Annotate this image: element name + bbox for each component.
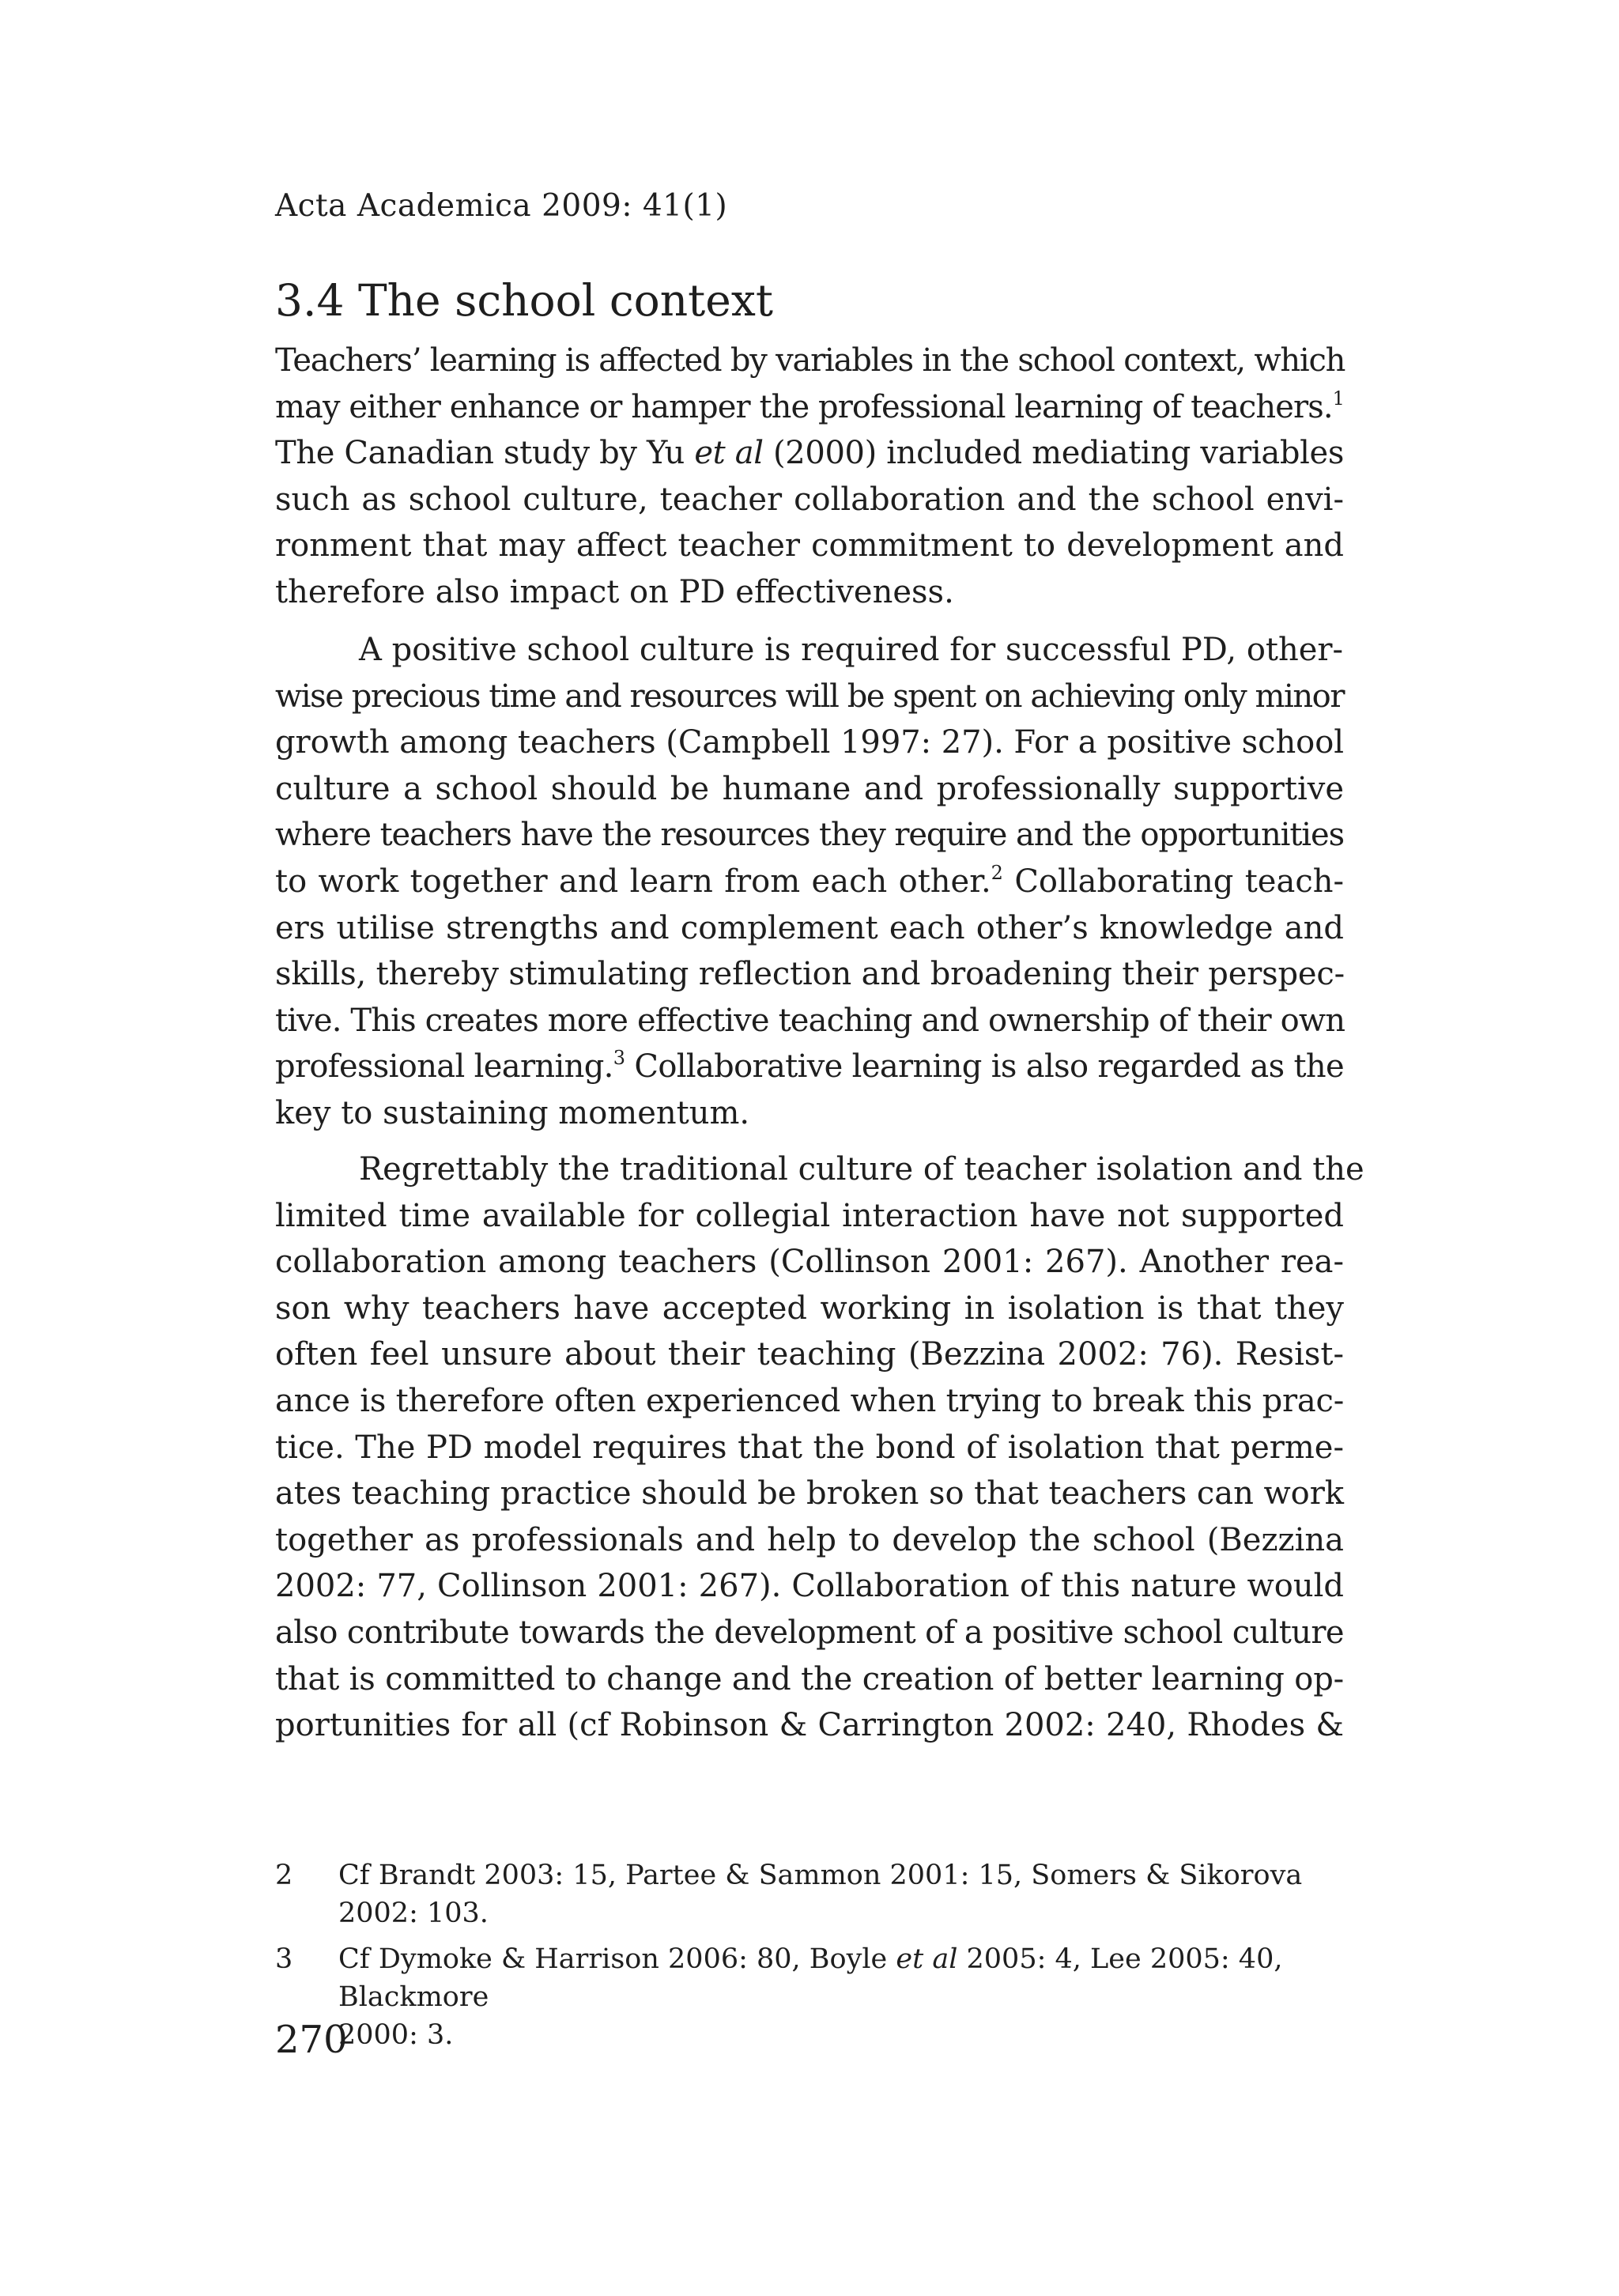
- text-line: may either enhance or hamper the professional learning of teachers.$^1$: [275, 387, 1344, 425]
- text-line: ronment that may affect teacher commitment to development and: [275, 527, 1344, 565]
- text-line: ates teaching practice should be broken so that teachers can work: [275, 1475, 1345, 1512]
- text-line: such as school culture, teacher collaboration and the school envi-: [275, 481, 1344, 518]
- section-title-separator: [344, 275, 357, 326]
- text-line: A positive school culture is required for successful PD, other-: [359, 632, 1344, 668]
- text-line: growth among teachers (Campbell 1997: 27). For a positive school: [275, 724, 1344, 761]
- footnote-text: Cf Dymoke & Harrison 2006: 80, Boyle et al 2005: 4, Lee 2005: 40, Blackmore: [338, 1943, 1283, 2013]
- text-line: ers utilise strengths and complement each other’s knowledge and: [275, 909, 1344, 946]
- text-line: son why teachers have accepted working in isolation is that they: [275, 1290, 1344, 1327]
- text-line: where teachers have the resources they require and the opportunities: [275, 817, 1344, 854]
- text-line: together as professionals and help to develop the school (Bezzina: [275, 1521, 1344, 1558]
- footnote-ref: 3: [613, 1047, 625, 1070]
- page-number: 270: [275, 2018, 348, 2062]
- text-line: collaboration among teachers (Collinson 2001: 267). Another rea-: [275, 1244, 1344, 1281]
- italic-et-al: et al: [694, 435, 764, 472]
- footnote-ref: 1: [1332, 387, 1344, 410]
- footnote-3: [275, 1940, 1344, 2054]
- footnote-number: 3: [275, 1943, 293, 1975]
- footnote-ref: 2: [991, 861, 1003, 884]
- text-line: skills, thereby stimulating reflection and broadening their perspec-: [275, 956, 1345, 993]
- italic-et-al: et al: [896, 1943, 958, 1975]
- text-line: limited time available for collegial interaction have not supported: [275, 1197, 1344, 1234]
- section-number: 3.4: [275, 275, 345, 326]
- text-line: professional learning.$^3$ Collaborative learning is also regarded as the: [275, 1047, 1344, 1086]
- text-line: 2002: 77, Collinson 2001: 267). Collaboration of this nature would: [275, 1568, 1344, 1605]
- footnotes: [275, 1856, 1344, 2062]
- footnote-2: [275, 1856, 1344, 1932]
- footnote-text: Cf Brandt 2003: 15, Partee & Sammon 2001: 15, Somers & Sikorova 2002: 103.: [338, 1860, 1303, 1929]
- paragraph-1: [275, 338, 1344, 616]
- section-heading: [275, 269, 773, 332]
- section-title: The school context: [357, 275, 773, 326]
- text-line: Teachers’ learning is affected by variables in the school context, which: [275, 342, 1345, 379]
- paragraph-2: [275, 627, 1344, 1137]
- text-line: portunities for all (cf Robinson & Carrington 2002: 240, Rhodes &: [275, 1707, 1344, 1744]
- text-line: culture a school should be humane and professionally supportive: [275, 770, 1344, 807]
- text-line: tice. The PD model requires that the bond of isolation that perme-: [275, 1429, 1344, 1466]
- text-line: key to sustaining momentum.: [275, 1094, 750, 1131]
- text-line: The Canadian study by Yu et al (2000) included mediating variables: [275, 435, 1344, 472]
- text-line: that is committed to change and the creation of better learning op-: [275, 1660, 1344, 1697]
- text-line: also contribute towards the development of a positive school culture: [275, 1614, 1344, 1651]
- text-line: wise precious time and resources will be spent on achieving only minor: [275, 678, 1344, 715]
- footnote-text-continued: 2000: 3.: [338, 2019, 454, 2051]
- text-line: often feel unsure about their teaching (Bezzina 2002: 76). Resist-: [275, 1336, 1344, 1373]
- text-line: Regrettably the traditional culture of teacher isolation and the: [359, 1151, 1364, 1188]
- text-line: therefore also impact on PD effectiveness.: [275, 573, 954, 610]
- text-line: ance is therefore often experienced when trying to break this prac-: [275, 1382, 1344, 1419]
- footnote-number: 2: [275, 1860, 293, 1891]
- running-head: Acta Academica 2009: 41(1): [275, 188, 728, 224]
- text-line: tive. This creates more effective teaching and ownership of their own: [275, 1002, 1345, 1039]
- text-line: to work together and learn from each other.$^2$ Collaborating teach-: [275, 861, 1344, 900]
- paragraph-3: [275, 1146, 1364, 1749]
